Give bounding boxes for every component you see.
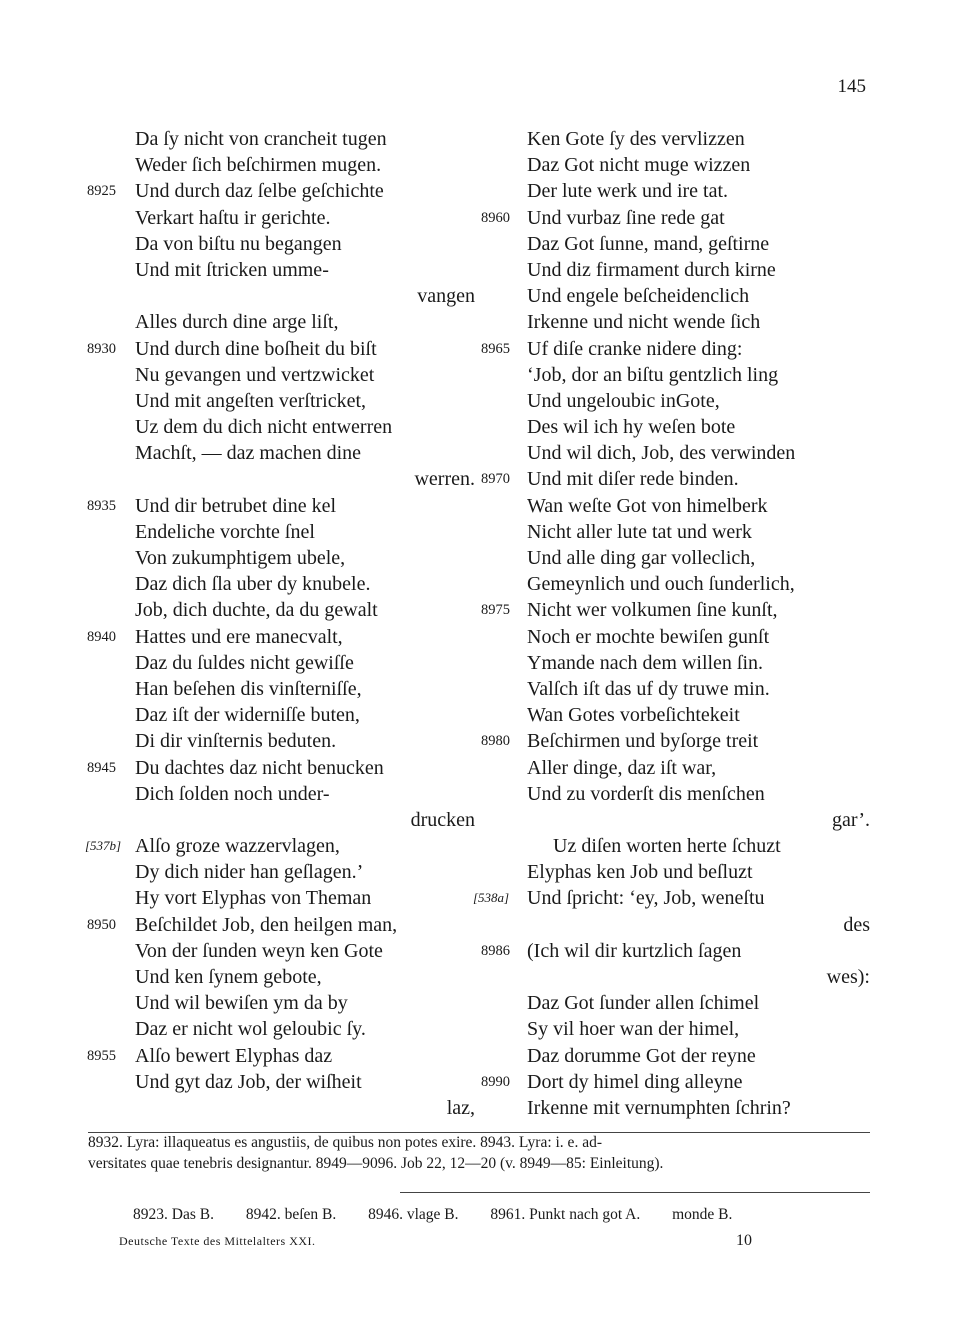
verse-line (527, 859, 870, 885)
verse-text: Ymande nach dem willen ſin. (527, 651, 764, 674)
line-number: 8965 (481, 340, 510, 357)
verse-text: Und vurbaz ſine rede gat (527, 206, 725, 229)
variant-note: monde B. (672, 1206, 733, 1223)
verse-text: Noch er mochte bewiſen gunſt (527, 625, 770, 648)
verse-text: Und mit ſtricken umme- (135, 258, 329, 281)
verse-line (527, 257, 870, 283)
verse-text: Und ungeloubic inGote, (527, 389, 720, 412)
line-number: 8990 (481, 1073, 510, 1090)
verse-text: Uf diſe cranke nidere ding: (527, 337, 743, 360)
verse-text: Und gyt daz Job, der wiſheit (135, 1070, 362, 1093)
verse-line (481, 728, 870, 754)
verse-line (87, 755, 475, 781)
verse-text: Und wil bewiſen ym da by (135, 992, 348, 1015)
verse-line (527, 178, 870, 204)
verse-line (527, 440, 870, 466)
line-number: 8960 (481, 209, 510, 226)
verse-text: Nicht wer volkumen ſine kunſt, (527, 599, 778, 622)
verse-line (481, 1069, 870, 1095)
verse-text: Und ken ſynem gebote, (135, 966, 322, 988)
verse-line (527, 519, 870, 545)
verse-line (527, 231, 870, 257)
verse-text: Elyphas ken Job und beſluzt (527, 861, 753, 884)
verse-text: Des wil ich hy weſen bote (527, 416, 736, 439)
verse-text: Und ſpricht: ‘ey, Job, weneſtu (527, 887, 765, 910)
line-number: 8970 (481, 471, 510, 488)
verse-text: Da von biſtu nu begangen (135, 232, 342, 255)
verse-line (135, 885, 475, 911)
verse-line (135, 152, 475, 178)
verse-line (135, 231, 475, 257)
verse-line (527, 152, 870, 178)
verse-text: Alſo groze wazzervlagen, (135, 835, 340, 858)
verse-text: Daz Got ſunne, mand, geſtirne (527, 232, 770, 255)
verse-line (527, 1095, 870, 1121)
right-column (473, 126, 870, 1121)
line-number: 8975 (481, 602, 510, 619)
line-number: 8930 (87, 340, 116, 357)
verse-text: Hy vort Elyphas von Theman (135, 887, 372, 910)
verse-text: Und diz firmament durch kirne (527, 258, 776, 281)
verse-text: Dich ſolden noch under- (135, 782, 330, 805)
verse-line (527, 833, 870, 859)
verse-text: Beſchildet Job, den heilgen man, (135, 913, 398, 936)
verse-line (527, 964, 870, 990)
verse-line (481, 205, 870, 231)
verse-text: Nu gevangen und vertzwicket (135, 363, 375, 386)
variant-note: 8923. Das B. (133, 1206, 214, 1223)
verse-text: des (843, 913, 870, 936)
verse-text: Job, dich duchte, da du gewalt (135, 599, 378, 622)
verse-text: Ken Gote ſy des vervlizzen (527, 128, 745, 150)
verse-text: Und alle ding gar volleclich, (527, 547, 756, 569)
verse-line (473, 885, 870, 911)
verse-text: vangen (417, 285, 475, 308)
footnote-line: 8932. Lyra: illaqueatus es angustiis, de quibus non potes exire. 8943. Lyra: i. e. ad- (88, 1134, 602, 1151)
verse-line (135, 676, 475, 702)
manuscript-folio-ref: [537b] (85, 838, 122, 854)
verse-text: Und engele beſcheidenclich (527, 285, 750, 308)
verse-text: Gemeynlich und ouch ſunderlich, (527, 573, 795, 596)
verse-line (481, 336, 870, 362)
verse-text: Alles durch dine arge liſt, (135, 311, 339, 334)
verse-text: drucken (410, 808, 475, 831)
verse-text: ‘Job, dor an biſtu gentzlich ling (527, 363, 779, 386)
verse-text: Verkart haſtu ir gerichte. (135, 206, 331, 229)
page-number: 145 (837, 76, 866, 97)
verse-line (135, 362, 475, 388)
verse-line (135, 1095, 475, 1121)
verse-text: (Ich wil dir kurtzlich ſagen (527, 939, 742, 962)
verse-line (135, 1069, 475, 1095)
verse-text: Daz Got ſunder allen ſchimel (527, 992, 760, 1015)
verse-line (135, 466, 475, 492)
verse-text: Uz dem du dich nicht entwerren (135, 416, 393, 439)
verse-line (527, 414, 870, 440)
verse-line (481, 938, 870, 964)
verse-text: Von der ſunden weyn ken Gote (135, 939, 383, 962)
verse-line (135, 257, 475, 283)
verse-line (527, 362, 870, 388)
verse-line (135, 440, 475, 466)
line-number: 8950 (87, 916, 116, 933)
variant-note: 8961. Punkt nach got A. (490, 1206, 641, 1223)
verse-line (527, 702, 870, 728)
verse-line (527, 807, 870, 833)
verse-text: Und mit diſer rede binden. (527, 468, 739, 491)
verse-line (527, 571, 870, 597)
verse-text: gar’. (832, 808, 870, 831)
verse-line (527, 1043, 870, 1069)
verse-line (527, 781, 870, 807)
verse-text: Und dir betrubet dine kel (135, 494, 337, 517)
verse-line (135, 938, 475, 964)
verse-line (85, 833, 475, 859)
verse-line (527, 990, 870, 1016)
verse-text: Daz dorumme Got der reyne (527, 1044, 756, 1067)
verse-text: Weder ſich beſchirmen mugen. (135, 154, 382, 177)
verse-line (135, 126, 475, 152)
verse-line (87, 178, 475, 204)
verse-text: Wan Gotes vorbeſichtekeit (527, 704, 740, 727)
verse-line (135, 597, 475, 623)
verse-line (135, 309, 475, 335)
variant-note: 8942. beſen B. (245, 1206, 337, 1223)
verse-line (135, 388, 475, 414)
verse-line (481, 466, 870, 492)
line-number: 8955 (87, 1047, 116, 1064)
verse-line (527, 624, 870, 650)
verse-line (527, 650, 870, 676)
verse-line (87, 624, 475, 650)
verse-text: Hattes und ere manecvalt, (135, 625, 343, 648)
verse-line (481, 597, 870, 623)
verse-text: Daz dich ſla uber dy knubele. (135, 573, 371, 596)
variants-divider (400, 1192, 870, 1193)
left-column (85, 126, 475, 1121)
line-number: 8945 (87, 759, 116, 776)
verse-text: Daz Got nicht muge wizzen (527, 154, 751, 177)
verse-text: Und zu vorderſt dis menſchen (527, 782, 765, 805)
verse-text: Da ſy nicht von crancheit tugen (135, 128, 387, 150)
verse-line (527, 126, 870, 152)
footnotes (88, 1132, 868, 1174)
verse-text: Beſchirmen und byſorge treit (527, 730, 759, 753)
verse-text: laz, (446, 1096, 475, 1119)
verse-text: Dy dich nider han geſlagen.’ (135, 861, 364, 884)
verse-text: Dort dy himel ding alleyne (527, 1070, 743, 1093)
verse-line (135, 414, 475, 440)
line-number: 8986 (481, 942, 510, 959)
signature-mark: 10 (736, 1232, 752, 1249)
verse-line (135, 859, 475, 885)
manuscript-folio-ref: [538a] (473, 890, 510, 906)
verse-text: Du dachtes daz nicht benucken (135, 756, 384, 779)
verse-line (135, 964, 475, 990)
line-number: 8940 (87, 628, 116, 645)
verse-text: werren. (414, 468, 475, 491)
verse-line (87, 912, 475, 938)
verse-text: Sy vil hoer wan der himel, (527, 1018, 740, 1041)
verse-line (135, 519, 475, 545)
verse-line (135, 1016, 475, 1042)
verse-line (527, 545, 870, 571)
verse-line (527, 755, 870, 781)
verse-line (135, 650, 475, 676)
verse-line (135, 781, 475, 807)
footnote-line: versitates quae tenebris designantur. 8949—9096. Job 22, 12—20 (v. 8949—85: Einleitung). (88, 1155, 664, 1172)
verse-line (135, 728, 475, 754)
verse-text: Di dir vinſternis beduten. (135, 730, 337, 753)
verse-text: Alſo bewert Elyphas daz (135, 1044, 333, 1067)
verse-text: Valſch iſt das uf dy truwe min. (527, 677, 770, 700)
verse-line (135, 702, 475, 728)
verse-line (135, 571, 475, 597)
verse-text: Han beſehen dis vinſterniſſe, (135, 677, 362, 700)
verse-line (135, 283, 475, 309)
verse-line (527, 1016, 870, 1042)
verse-text: Uz diſen worten herte ſchuzt (553, 835, 781, 858)
verse-text: wes): (826, 966, 870, 988)
verse-text: Nicht aller lute tat und werk (527, 520, 752, 543)
verse-line (527, 283, 870, 309)
verse-text: Irkenne mit vernumphten ſchrin? (527, 1096, 791, 1119)
verse-line (87, 1043, 475, 1069)
verse-line (87, 493, 475, 519)
textual-variants (133, 1206, 870, 1224)
verse-text: Der lute werk und ire tat. (527, 180, 729, 203)
verse-line (135, 990, 475, 1016)
verse-text: Und mit angeſten verſtricket, (135, 389, 367, 412)
verse-text: Machſt, — daz machen dine (135, 442, 362, 465)
verse-line (87, 336, 475, 362)
line-number: 8935 (87, 497, 116, 514)
verse-line (527, 676, 870, 702)
verse-text: Aller dinge, daz iſt war, (527, 756, 717, 779)
variant-note: 8946. vlage B. (368, 1206, 459, 1223)
verse-text: Und wil dich, Job, des verwinden (527, 442, 796, 465)
verse-line (135, 545, 475, 571)
verse-text: Irkenne und nicht wende ſich (527, 311, 761, 334)
page-footer (119, 1234, 759, 1249)
verse-line (527, 388, 870, 414)
verse-text: Von zukumphtigem ubele, (135, 547, 346, 569)
verse-line (527, 493, 870, 519)
verse-text: Endeliche vorchte ſnel (135, 520, 315, 543)
verse-line (527, 912, 870, 938)
verse-line (527, 309, 870, 335)
verse-line (135, 807, 475, 833)
verse-text: Daz iſt der widerniſſe buten, (135, 704, 360, 727)
verse-line (135, 205, 475, 231)
verse-text: Und durch dine boſheit du biſt (135, 337, 377, 360)
verse-text: Daz er nicht wol geloubic ſy. (135, 1018, 366, 1041)
line-number: 8925 (87, 183, 116, 200)
series-title: Deutsche Texte des Mittelalters XXI. (119, 1234, 316, 1248)
verse-text: Daz du ſuldes nicht gewiſſe (135, 651, 354, 674)
verse-text: Wan weſte Got von himelberk (527, 494, 768, 517)
verse-text: Und durch daz ſelbe geſchichte (135, 180, 384, 203)
line-number: 8980 (481, 733, 510, 750)
